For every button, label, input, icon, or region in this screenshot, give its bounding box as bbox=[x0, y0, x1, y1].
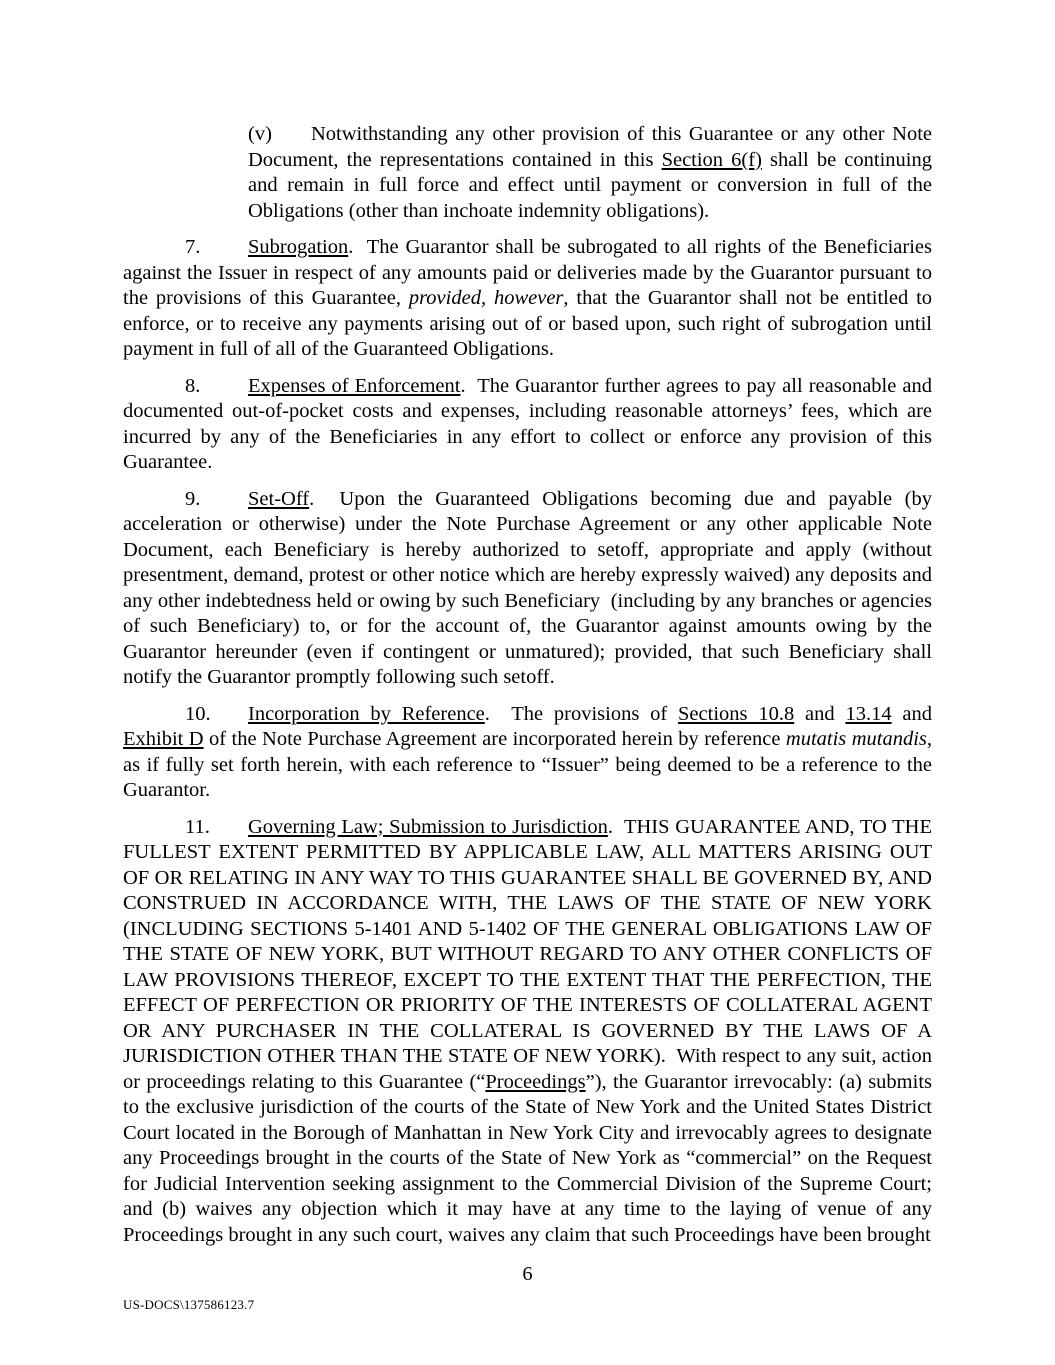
paragraph-label: 7. bbox=[185, 236, 201, 258]
paragraph-label: 10. bbox=[185, 702, 211, 725]
footer-doc-id: US-DOCS\137586123.7 bbox=[123, 1297, 255, 1312]
text-run: Exhibit D bbox=[123, 728, 204, 750]
text-run: , as if fully set forth herein, with each reference to “Issuer” being deemed to be a reference to the Guarantor. bbox=[123, 728, 932, 801]
paragraph-item-v bbox=[248, 122, 932, 224]
text-run: . The Guarantor further agrees to pay all reasonable and documented out-of-pocket costs and expenses, including reasonable attorneys’ fees, which are incurred by any of the Beneficiaries in any effort to collect or enforce any provision of this Guarantee. bbox=[123, 374, 932, 473]
text-run: . Upon the Guaranteed Obligations becoming due and payable (by acceleration or otherwise) under the Note Purchase Agreement or any other applicable Note Document, each Beneficiary is hereby authorized to setoff, appropriate and apply (without presentment, demand, protest or other notice which are hereby expressly waived) any deposits and any other indebtedness held or owing by such Beneficiary (including by any branches or agencies of such Beneficiary) to, or for the account of, the Guarantor against amounts owing by the Guarantor hereunder (even if contingent or unmatured); provided, that such Beneficiary shall notify the Guarantor promptly following such setoff. bbox=[123, 487, 932, 688]
paragraph-label: 11. bbox=[185, 815, 210, 838]
paragraph-section-9-set-off bbox=[123, 487, 932, 691]
text-run: Expenses of Enforcement bbox=[248, 374, 461, 397]
paragraph-label: (v) bbox=[248, 123, 272, 145]
text-run: provided, however bbox=[408, 287, 564, 309]
text-run: Incorporation by Reference bbox=[248, 702, 485, 725]
paragraph-section-7-subrogation bbox=[123, 235, 932, 363]
paragraph-label: 8. bbox=[185, 374, 201, 397]
text-run: Sections 10.8 bbox=[678, 702, 795, 725]
paragraph-section-8-expenses-of-enforcement bbox=[123, 374, 932, 476]
document-content bbox=[123, 122, 932, 1259]
text-run: 13.14 bbox=[845, 702, 892, 725]
text-run: ”), the Guarantor irrevocably: (a) submits to the exclusive jurisdiction of the courts of the State of New York and the United States District Court located in the Borough of Manhattan in New York City and irrevocably agrees to designate any Proceedings brought in the courts of the State of New York as “commercial” on the Request for Judicial Intervention seeking assignment to the Commercial Division of the Supreme Court; and (b) waives any objection which it may have at any time to the laying of venue of any Proceedings brought in any such court, waives any claim that such Proceedings have been brought bbox=[123, 1070, 932, 1246]
text-run: Subrogation bbox=[248, 236, 349, 258]
text-run: and bbox=[891, 702, 932, 725]
text-run: Set-Off bbox=[248, 487, 310, 510]
text-run: and bbox=[794, 702, 846, 725]
text-run: Notwithstanding any other provision of this Guarantee or any other Note Document, the representations contained in this bbox=[248, 123, 932, 171]
text-run: shall be continuing and remain in full force and effect until payment or conversion in full of the Obligations (other than inchoate indemnity obligations). bbox=[248, 148, 932, 222]
text-run: . The provisions of bbox=[484, 702, 679, 725]
paragraph-section-10-incorporation-by-reference bbox=[123, 702, 932, 804]
text-run: Proceedings bbox=[485, 1070, 586, 1093]
text-run: . THIS GUARANTEE AND, TO THE FULLEST EXTENT PERMITTED BY APPLICABLE LAW, ALL MATTERS ARISING OUT OF OR RELATING IN ANY WAY TO THIS GUARANTEE SHALL BE GOVERNED BY, AND CONSTRUED IN ACCORDANCE WITH, THE LAWS OF THE STATE OF NEW YORK (INCLUDING SECTIONS 5-1401 AND 5-1402 OF THE GENERAL OBLIGATIONS LAW OF THE STATE OF NEW YORK, BUT WITHOUT REGARD TO ANY OTHER CONFLICTS OF LAW PROVISIONS THEREOF, EXCEPT TO THE EXTENT THAT THE PERFECTION, THE EFFECT OF PERFECTION OR PRIORITY OF THE INTERESTS OF COLLATERAL AGENT OR ANY PURCHASER IN THE COLLATERAL IS GOVERNED BY THE LAWS OF A JURISDICTION OTHER THAN THE STATE OF NEW YORK). With respect to any suit, action or proceedings relating to this Guarantee (“ bbox=[123, 815, 932, 1093]
text-run: mutatis mutandis bbox=[785, 728, 927, 750]
text-run: Governing Law; Submission to Jurisdiction bbox=[248, 815, 608, 838]
paragraph-section-11-governing-law bbox=[123, 815, 932, 1249]
page-number: 6 bbox=[522, 1263, 533, 1285]
paragraph-label: 9. bbox=[185, 487, 201, 510]
text-run: Section 6(f) bbox=[661, 148, 762, 171]
text-run: of the Note Purchase Agreement are incorporated herein by reference bbox=[203, 728, 786, 750]
text-run: . The Guarantor shall be subrogated to all rights of the Beneficiaries against the Issuer in respect of any amounts paid or deliveries made by the Guarantor pursuant to the provisions of this Guarantee, bbox=[123, 236, 932, 309]
text-run: , that the Guarantor shall not be entitled to enforce, or to receive any payments arising out of or based upon, such right of subrogation until payment in full of all of the Guaranteed Obligations. bbox=[123, 287, 933, 360]
